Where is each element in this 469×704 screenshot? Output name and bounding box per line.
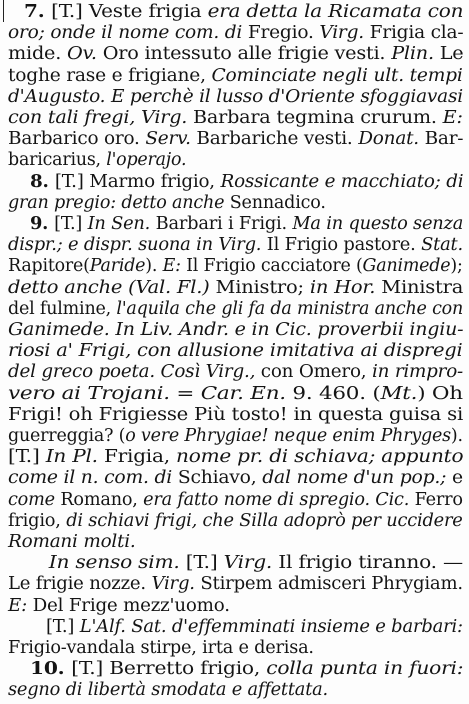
italic-text: dispr.; e dispr. suona in Virg. bbox=[8, 235, 267, 256]
italic-text: Stat. bbox=[421, 235, 464, 256]
italic-text: Paride bbox=[89, 256, 146, 277]
text-line bbox=[24, 2, 463, 23]
roman-text: Ministra bbox=[381, 277, 464, 298]
roman-text: Oro intessuto alle frigie vesti. bbox=[102, 44, 392, 65]
text-line bbox=[8, 680, 328, 701]
text-line bbox=[8, 278, 463, 299]
roman-text: Barbarico oro. bbox=[8, 129, 146, 150]
italic-text: l'aquila che gli fa da ministra anche con bbox=[116, 298, 464, 319]
italic-text: Donat. bbox=[358, 129, 425, 150]
roman-text: ). bbox=[145, 256, 163, 277]
roman-text: Frigi! oh Frigiesse Più tosto! in questa guisa si bbox=[8, 404, 464, 425]
text-line bbox=[8, 235, 463, 256]
roman-text: ). bbox=[450, 426, 463, 446]
italic-text: Virg. bbox=[141, 108, 194, 128]
roman-text: ) Oh bbox=[417, 383, 463, 404]
italic-text: oro; onde il nome com. di bbox=[8, 23, 248, 44]
text-line bbox=[8, 320, 463, 341]
roman-text: e bbox=[446, 468, 463, 489]
text-line bbox=[8, 362, 463, 383]
roman-text: [T.] bbox=[54, 214, 88, 234]
text-line bbox=[8, 447, 463, 468]
roman-text: Del Frige mezz'uomo. bbox=[32, 595, 230, 616]
entry-number: 10. bbox=[30, 659, 72, 680]
text-line bbox=[30, 214, 463, 235]
italic-text: Virg. bbox=[319, 23, 370, 44]
roman-text: Frigio-vandala stirpe, irta e derisa. bbox=[8, 638, 314, 658]
italic-text: d'Augusto. E perchè il lusso d'Oriente sfoggiavasi bbox=[8, 86, 463, 107]
italic-text: Mt. bbox=[380, 383, 418, 404]
italic-text: o vere Phrygiae! neque enim Phryges bbox=[125, 426, 451, 446]
text-line bbox=[8, 150, 186, 171]
text-line bbox=[8, 384, 463, 405]
text-line bbox=[8, 193, 326, 214]
roman-text: Barbara tegmina crurum. bbox=[193, 108, 443, 128]
italic-text: in rimpro- bbox=[371, 362, 464, 383]
italic-text: Plin. bbox=[391, 44, 440, 65]
roman-text: Romano, bbox=[60, 489, 144, 510]
roman-text: Bar- bbox=[424, 129, 464, 150]
roman-text: = bbox=[176, 383, 201, 404]
text-line bbox=[8, 511, 463, 532]
text-line bbox=[8, 490, 463, 511]
roman-text: ); bbox=[450, 256, 463, 277]
text-line bbox=[8, 341, 462, 362]
text-line bbox=[30, 659, 463, 680]
italic-text: l'operajo. bbox=[106, 150, 187, 171]
italic-text: come il n. com. di bbox=[8, 468, 178, 489]
roman-text: baricarius, bbox=[8, 150, 107, 171]
text-line bbox=[8, 108, 463, 129]
roman-text: [T.] Marmo frigio, bbox=[54, 171, 221, 192]
roman-text: Rapitore( bbox=[8, 256, 90, 277]
entry-number: 9. bbox=[30, 214, 55, 234]
roman-text: Barbariche vesti. bbox=[196, 129, 359, 150]
italic-text: in Hor. bbox=[309, 277, 382, 298]
text-line bbox=[8, 256, 463, 277]
roman-text: con Omero, bbox=[260, 362, 372, 383]
italic-text: L'Alf. Sat. d'effemminati insieme e barbari: bbox=[79, 616, 463, 637]
italic-text: Car. En. bbox=[200, 383, 293, 404]
text-line bbox=[8, 405, 463, 426]
roman-text: Barbari i Frigi. bbox=[155, 214, 293, 234]
text-line bbox=[8, 638, 314, 659]
italic-text: Ganimede bbox=[362, 256, 451, 277]
roman-text: toghe rase e frigiane, bbox=[8, 65, 212, 86]
text-line bbox=[24, 617, 463, 638]
roman-text: Sennadico. bbox=[229, 192, 326, 213]
text-line bbox=[8, 596, 230, 617]
text-line bbox=[8, 23, 463, 44]
italic-text: Serv. bbox=[145, 129, 197, 150]
roman-text: Ministro; bbox=[215, 277, 310, 298]
roman-text: 9. 460. ( bbox=[292, 383, 381, 404]
text-line bbox=[8, 532, 136, 553]
text-line bbox=[8, 299, 463, 320]
italic-text: Cominciate negli ult. tempi bbox=[211, 65, 463, 86]
roman-text: mide. bbox=[8, 44, 68, 65]
roman-text: [T.] bbox=[8, 447, 46, 468]
margin-rule bbox=[3, 0, 4, 22]
italic-text: nome pr. di schiava; appunto bbox=[176, 447, 464, 468]
roman-text: Fregio. bbox=[247, 23, 320, 44]
italic-text: con tali fregi, bbox=[8, 108, 142, 128]
italic-text: Ma in questo senza bbox=[292, 214, 464, 234]
text-line bbox=[30, 172, 463, 193]
roman-text: del fulmine, bbox=[8, 298, 117, 319]
italic-text: era detta la Ricamata con bbox=[207, 2, 464, 22]
italic-text: Virg. bbox=[151, 574, 201, 595]
roman-text: Frigia cla- bbox=[369, 23, 464, 44]
italic-text: In Sen. bbox=[87, 214, 156, 234]
roman-text: Le frigie nozze. bbox=[8, 574, 152, 595]
italic-text: come bbox=[8, 489, 61, 510]
roman-text: [T.] bbox=[185, 553, 224, 574]
italic-text: E: bbox=[162, 256, 187, 277]
text-line bbox=[8, 426, 463, 447]
italic-text: detto anche (Val. Fl.) bbox=[8, 277, 216, 298]
text-line bbox=[8, 468, 463, 489]
italic-text: Ov. bbox=[67, 44, 103, 65]
italic-text: E: bbox=[442, 108, 463, 128]
italic-text: colla punta in fuori: bbox=[266, 659, 464, 680]
italic-text: di schiavi frigi, che Silla adoprò per uccidere bbox=[66, 510, 463, 531]
text-line bbox=[8, 44, 463, 65]
roman-text: Ferro bbox=[414, 489, 463, 510]
entry-number: 8. bbox=[30, 171, 55, 192]
roman-text: [T.] Berretto frigio, bbox=[71, 659, 267, 680]
roman-text: Stirpem admisceri Phrygiam. bbox=[200, 574, 463, 595]
roman-text: Il frigio tiranno. — bbox=[278, 553, 463, 574]
italic-text: Virg. bbox=[223, 553, 279, 574]
italic-text: vero ai Trojani. bbox=[8, 383, 177, 404]
italic-text: gran pregio: detto anche bbox=[8, 192, 230, 213]
roman-text: Il Frigio cacciatore ( bbox=[186, 256, 363, 277]
italic-text: E: bbox=[8, 595, 33, 616]
italic-text: del greco poeta. Così Virg., bbox=[8, 362, 261, 383]
italic-text: Romani molti. bbox=[8, 532, 136, 552]
roman-text: Schiavo, bbox=[177, 468, 263, 489]
roman-text: Il Frigio pastore. bbox=[266, 235, 422, 256]
roman-text: [T.] bbox=[24, 616, 80, 637]
roman-text: guerreggia? ( bbox=[8, 426, 126, 446]
roman-text: Frigia, bbox=[103, 447, 177, 468]
roman-text: Le bbox=[439, 44, 464, 65]
italic-text: riosi a' Frigi, con allusione imitativa ai dispregi bbox=[8, 341, 463, 362]
roman-text: [T.] Veste frigia bbox=[51, 2, 208, 22]
text-line bbox=[8, 66, 463, 87]
text-line bbox=[8, 87, 463, 108]
italic-text: Rossicante e macchiato; di bbox=[220, 171, 464, 192]
entry-number: 7. bbox=[24, 2, 52, 22]
italic-text: Ganimede. In Liv. Andr. e in Cic. proverbii ingiu- bbox=[8, 320, 464, 340]
italic-text: era fatto nome di spregio. Cic. bbox=[143, 489, 415, 510]
text-line bbox=[8, 574, 463, 595]
text-line bbox=[8, 129, 463, 150]
italic-text: In senso sim. bbox=[24, 553, 186, 574]
text-line bbox=[24, 553, 463, 574]
roman-text: frigio, bbox=[8, 510, 67, 531]
italic-text: In Pl. bbox=[45, 447, 104, 468]
italic-text: dal nome d'un pop.; bbox=[262, 468, 447, 489]
italic-text: segno di libertà smodata e affettata. bbox=[8, 680, 328, 701]
